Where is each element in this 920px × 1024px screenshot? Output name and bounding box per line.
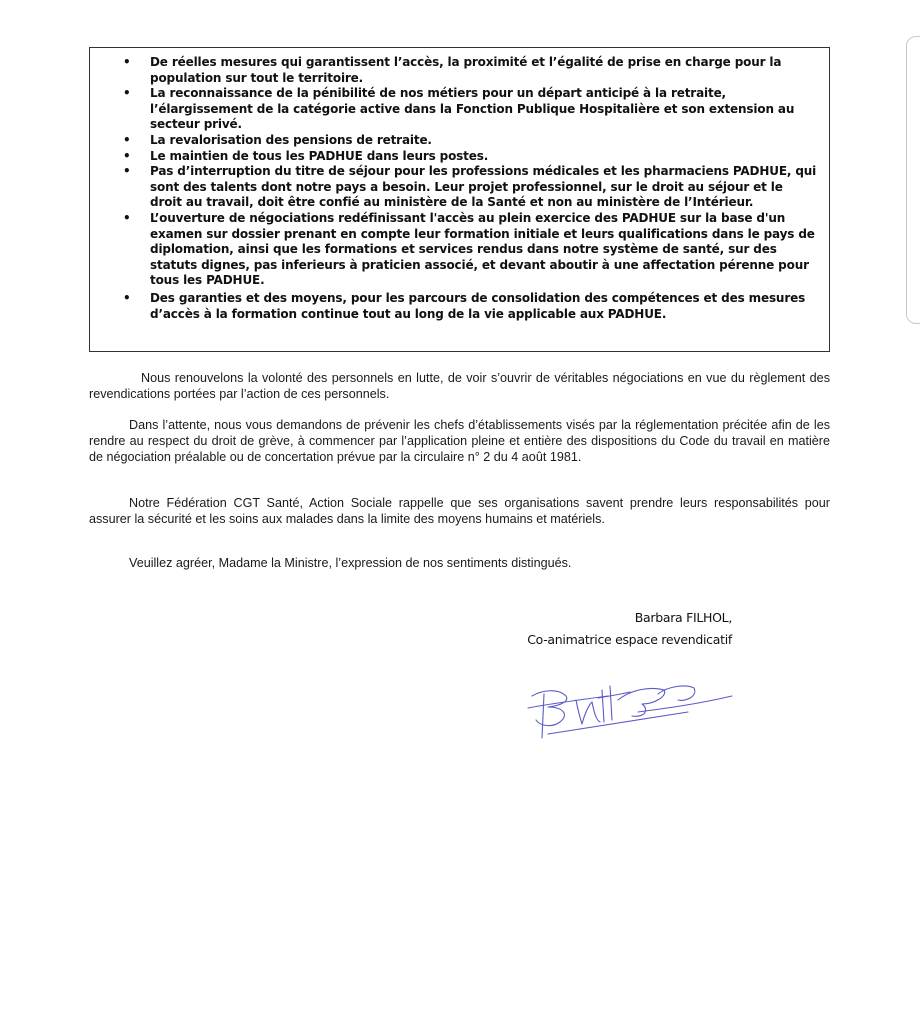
bullet-icon: •	[123, 55, 131, 69]
handwritten-signature	[518, 660, 748, 750]
demand-item	[90, 291, 831, 322]
bullet-icon: •	[123, 148, 131, 163]
demands-box	[89, 47, 830, 352]
bullet-icon: •	[123, 86, 131, 101]
demand-text: Des garanties et des moyens, pour les parcours de consolidation des compétences et des mesures d’accès à la formation continue tout au long de la vie applicable aux PADHUE.	[150, 290, 806, 321]
demand-text: La reconnaissance de la pénibilité de nos métiers pour un départ anticipé à la retraite, l’élargissement de la catégorie active dans la Fonction Publique Hospitalière et son extension au secteur privé.	[150, 86, 795, 132]
demand-item	[90, 133, 831, 149]
scroll-handle[interactable]	[906, 36, 920, 324]
demand-text: La revalorisation des pensions de retraite.	[150, 132, 432, 147]
demand-text: De réelles mesures qui garantissent l’accès, la proximité et l’égalité de prise en charge pour la population sur tout le territoire.	[150, 55, 782, 85]
paragraph-federation: Notre Fédération CGT Santé, Action Sociale rappelle que ses organisations savent prendre leurs responsabilités pour assurer la sécurité et les soins aux malades dans la limite des moyens humains et matériels.	[89, 496, 830, 526]
paragraph-request: Dans l’attente, nous vous demandons de prévenir les chefs d’établissements visés par la réglementation précitée afin de les rendre au respect du droit de grève, à commencer par l’application pleine et entière des dispositions du Code du travail en matière de négociation préalable ou de concertation prévue par la circulaire n° 2 du 4 août 1981.	[89, 418, 830, 464]
demand-item	[90, 55, 831, 86]
demand-item	[90, 164, 831, 211]
demand-item	[90, 211, 831, 289]
signatory-role: Co-animatrice espace revendicatif	[527, 632, 732, 647]
signatory-name: Barbara FILHOL,	[634, 610, 732, 625]
bullet-icon: •	[123, 164, 131, 179]
bullet-icon: •	[123, 210, 131, 225]
demand-text: Pas d’interruption du titre de séjour pour les professions médicales et les pharmaciens PADHUE, qui sont des talents dont notre pays a besoin. Leur projet professionnel, sur le droit au séjour et le droit au travail, doit être confié au ministère de la Santé et non au ministère de l’Intérieur.	[150, 164, 817, 210]
demand-item	[90, 149, 831, 165]
bullet-icon: •	[123, 290, 131, 305]
demand-item	[90, 86, 831, 133]
paragraph-renewal: Nous renouvelons la volonté des personnels en lutte, de voir s’ouvrir de véritables négociations en vue du règlement des revendications portées par l’action de ces personnels.	[89, 371, 830, 401]
paragraph-closing: Veuillez agréer, Madame la Ministre, l’expression de nos sentiments distingués.	[129, 556, 572, 570]
demands-list	[90, 55, 831, 322]
demand-text: Le maintien de tous les PADHUE dans leurs postes.	[150, 148, 489, 163]
bullet-icon: •	[123, 132, 131, 147]
demand-text: L’ouverture de négociations redéfinissant l'accès au plein exercice des PADHUE sur la base d'un examen sur dossier prenant en compte leur formation initiale et leurs qualifications dans le pays de diplomation, ainsi que les formations et services rendus dans notre système de santé, sur des statuts dignes, pas inferieurs à praticien associé, et devant aboutir à une affectation pérenne pour tous les PADHUE.	[150, 210, 815, 288]
